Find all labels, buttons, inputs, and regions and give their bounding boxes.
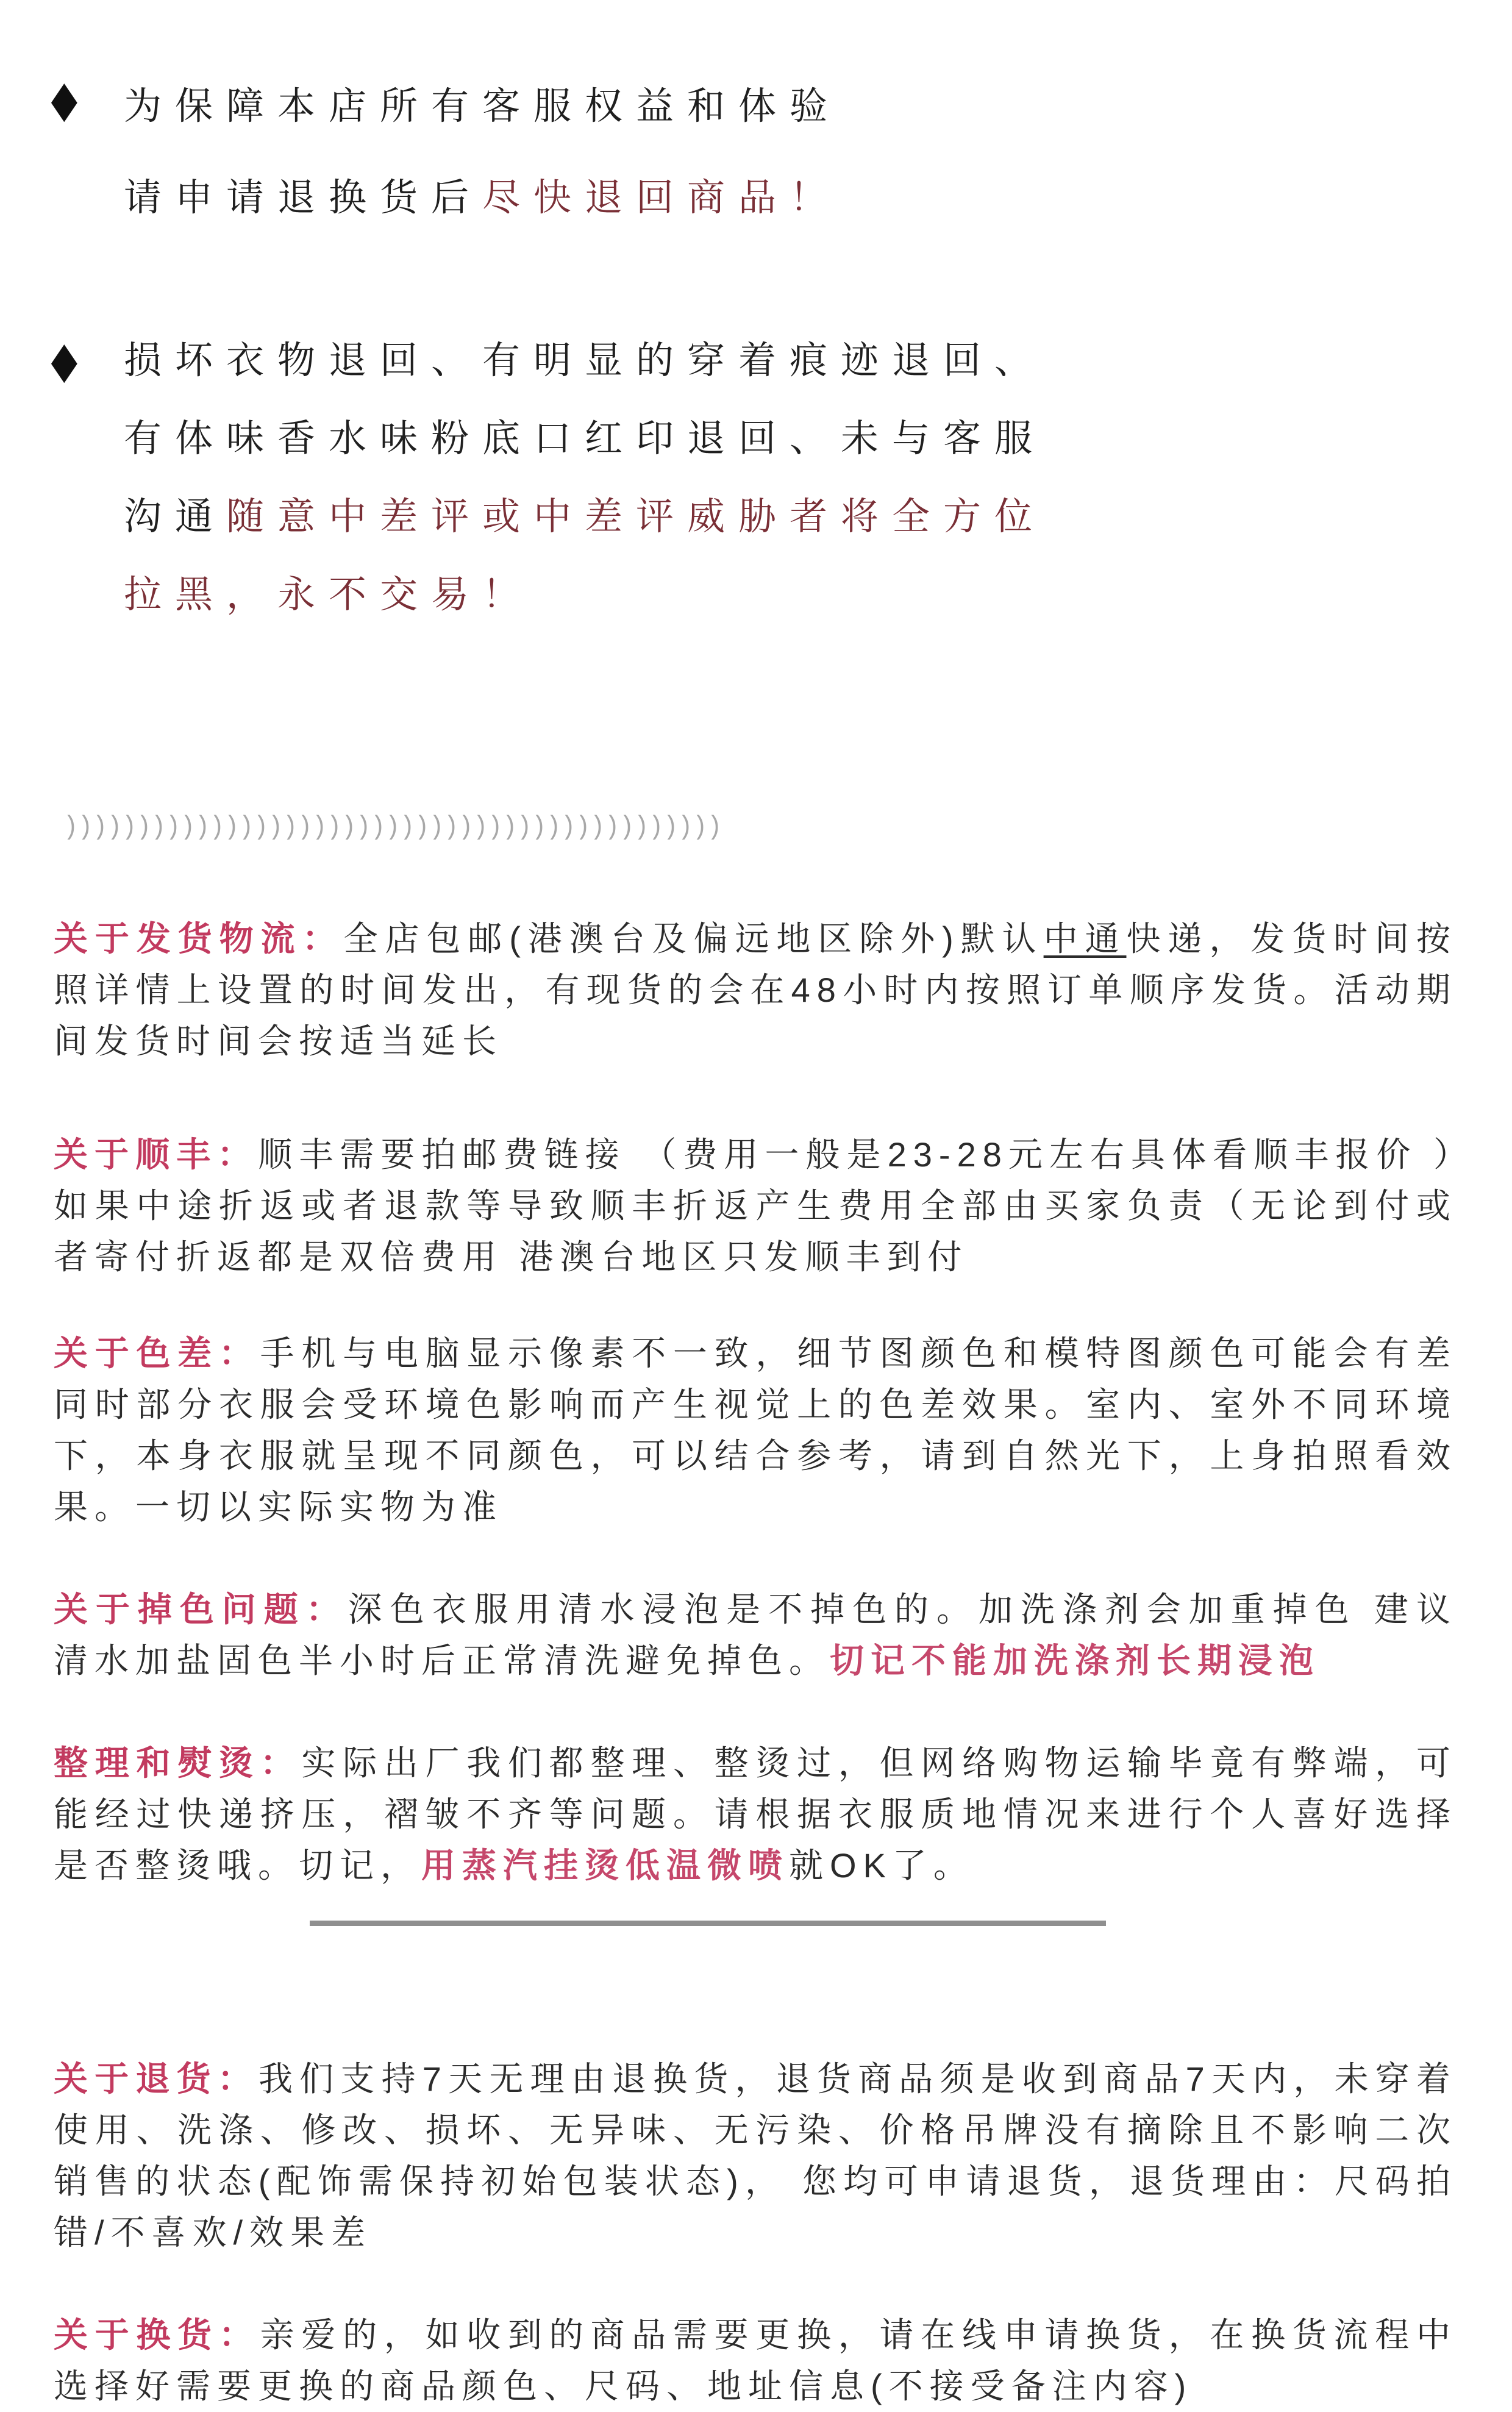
paragraph-shipping [54, 913, 1457, 1067]
notice-line [124, 556, 1046, 634]
paragraph-body: 顺丰需要拍邮费链接 （费用一般是23-28元左右具体看顺丰报价 ）如果中途折返或者退款等导致顺丰折返产生费用全部由买家负责（无论到付或者寄付折返都是双倍费用 港澳台地区只发顺丰到付 [54, 1135, 1458, 1276]
paragraph-heading: 关于色差： [54, 1334, 260, 1372]
paragraph-heading: 关于换货： [54, 2316, 260, 2354]
paragraph-heading: 关于发货物流： [54, 919, 344, 958]
paragraph-ironing [54, 1738, 1457, 1891]
paragraph-heading: 关于掉色问题： [54, 1590, 348, 1629]
paragraph-body: 快递，发货时间按照详情上设置的时间发出，有现货的会在48小时内按照订单顺序发货。活动期间发货时间会按适当延长 [54, 919, 1458, 1060]
notice-text: 有体味香水味粉底口红印退回、未与客服 [124, 418, 1046, 460]
paragraph-heading: 关于退货： [54, 2060, 259, 2098]
notice-line [124, 400, 1046, 478]
paragraph-color-difference [54, 1328, 1457, 1533]
notice-line [124, 322, 1046, 400]
notice-text: 为保障本店所有客服权益和体验 [124, 85, 841, 127]
paragraph-body: 我们支持7天无理由退换货，退货商品须是收到商品7天内，未穿着使用、洗涤、修改、损坏、无异味、无污染、价格吊牌没有摘除且不影响二次销售的状态(配饰需保持初始包装状态)， 您均可申请退货，退货理由：尺码拍错/不喜欢/效果差 [54, 2060, 1458, 2252]
paragraph-exchange [54, 2310, 1457, 2412]
paragraph-emphasis: 用蒸汽挂烫低温微喷 [421, 1846, 789, 1885]
notice-return-rules [124, 322, 1046, 634]
paragraph-heading: 整理和熨烫： [54, 1744, 302, 1782]
notice-text-highlight: 拉黑，永不交易！ [124, 574, 534, 616]
notice-text: 请申请退换货后 [124, 177, 483, 219]
notice-text-highlight: 随意中差评或中差评威胁者将全方位 [226, 496, 1046, 538]
carrier-name-underlined: 中通 [1043, 919, 1127, 958]
paragraph-body: 深色衣服用清水浸泡是不掉色的。加洗涤剂会加重掉色 建议清水加盐固色半小时后正常清洗避免掉色。 [54, 1590, 1457, 1680]
chevron-decor-icon: ))))))))))))))))))))))))))))))))))))))))))))) [63, 812, 722, 843]
section-divider [310, 1921, 1106, 1926]
diamond-bullet-icon: ◆ [51, 70, 77, 127]
notice-text-highlight: 尽快退回商品！ [482, 177, 841, 219]
paragraph-sf-express [54, 1129, 1457, 1283]
notice-line [124, 478, 1046, 556]
notice-text: 沟通 [124, 496, 227, 538]
paragraph-body: 全店包邮(港澳台及偏远地区除外)默认 [343, 919, 1044, 958]
paragraph-body: 就OK了。 [789, 1846, 974, 1885]
paragraph-body: 亲爱的，如收到的商品需要更换，请在线申请换货，在换货流程中选择好需要更换的商品颜色、尺码、地址信息(不接受备注内容) [54, 2316, 1458, 2405]
paragraph-returns [54, 2053, 1457, 2258]
paragraph-body: 手机与电脑显示像素不一致，细节图颜色和模特图颜色可能会有差同时部分衣服会受环境色影响而产生视觉上的色差效果。室内、室外不同环境下，本身衣服就呈现不同颜色，可以结合参考，请到自然光下，上身拍照看效果。一切以实际实物为准 [54, 1334, 1458, 1526]
diamond-bullet-icon: ◆ [51, 330, 77, 388]
paragraph-emphasis: 切记不能加洗涤剂长期浸泡 [830, 1641, 1320, 1680]
paragraph-body: 实际出厂我们都整理、整烫过，但网络购物运输毕竟有弊端，可能经过快递挤压，褶皱不齐等问题。请根据衣服质地情况来进行个人喜好选择是否整烫哦。切记， [54, 1744, 1458, 1885]
paragraph-color-fading [54, 1584, 1457, 1686]
notice-line [124, 152, 841, 244]
notice-service-rights [124, 61, 841, 244]
notice-text: 损坏衣物退回、有明显的穿着痕迹退回、 [124, 340, 1046, 382]
notice-line [124, 61, 841, 152]
paragraph-heading: 关于顺丰： [54, 1135, 259, 1174]
